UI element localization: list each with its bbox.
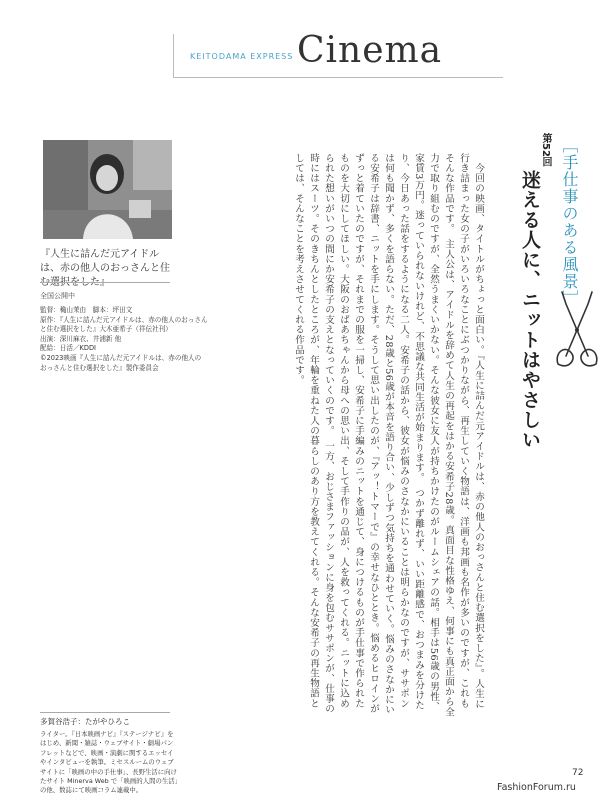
scissors-icon bbox=[552, 286, 602, 371]
credit-line: 原作：『人生に詰んだ元アイドルは、赤の他人のおっさん bbox=[40, 315, 208, 324]
credit-line: 監督：穐山茉由 脚本：坪田文 bbox=[40, 306, 133, 314]
photo-caption: 『人生に詰んだ元アイドルは、赤の他人のおっさんと住 bbox=[40, 249, 170, 274]
watermark: FashionForum.ru bbox=[497, 782, 576, 793]
series-kicker: KEITODAMA EXPRESS bbox=[190, 52, 294, 61]
author-divider bbox=[40, 712, 170, 713]
film-credits bbox=[40, 306, 208, 373]
section-title: Cinema bbox=[297, 30, 443, 71]
header-rule-horizontal bbox=[173, 77, 503, 78]
article-body: 今回の映画、タイトルがちょっと面白い。『人生に詰んだ元アイドルは、赤の他人のおっさんと住む選択をした』。人生に行き詰まった女の子がいろいろなことにぶつかりながら、再生していく物語は、洋画も邦画も名作が多いのですが、これもそんな作品です。 主人公は、アイドルを辞めて人生の再起をはかる安希子28歳。真面目な性格ゆえ、何事にも真正面から全力で取り組むのですが、全然うまくいかない。そんな彼女に友人が持ちかけたのがルームシェアの話。相手は56歳の男性、家賃3万円。迷っていられないけれど、不思議な共同生活が始まります。 つかず離れず、いい距離感で、おつまみを分けたり、今日あった話をするようになる二人。安希子の話から、彼女が悩みのさなかにいることは明らかなのですが、ササポンは何も聞かず、多くを語らない。ただ、28歳と56歳が本音を語り合い、少しずつ気持ちを通わせていく。悩みのさなかにいる安希子は辞書、ニットを手にします。そうして思い出したのが、『アッ！トマーで』の幸せなひととき。悩めるヒロインがずっと着ていたのですが、それまでの服を一掃し、安希子に手編みのニットを通じて、身につけるものが手仕事で作られたものを大切にしてほしい。大阪のおばあちゃんから母への思い出、そして手作りの品が、人を救ってくれる。ニットに込められた想いがいつの間にか安希子の支えとなっていくのです。 一方、おじさまファッションに身を包むササポンが、仕事の時にはスーツ。そのきちんとしたところが、年輪を重ねた人の暮らしのあり方を教えてくれる。そんな安希子の再生物語としては、そんなことを考えさせてくれる作品です。 bbox=[293, 153, 484, 717]
release-note: 全国公開中 bbox=[40, 292, 75, 300]
film-still-image bbox=[43, 140, 172, 239]
column-issue-number: 第52回 bbox=[540, 133, 551, 167]
page-number: 72 bbox=[572, 768, 584, 778]
credit-line: おっさんと住む選択をした』製作委員会 bbox=[40, 363, 159, 372]
caption-divider bbox=[40, 282, 170, 283]
credit-line: 出演：深川麻衣、井浦新 他 bbox=[40, 334, 122, 343]
credit-line: 配給：日活／KDDI bbox=[40, 344, 96, 353]
credit-line: と住む選択をした』大木亜希子（祥伝社刊） bbox=[40, 325, 172, 334]
author-bio: ライター。『日本映画ナビ』『ステージナビ』をはじめ、新聞・雑誌・ウェブサイト・劇場パンフレットなどで、映画・演劇に関するエッセイやインタビューを執筆。ミセスルームのウェブサイトに「映画の中の手仕事」、長野生活に向けたサイト Minerva Web で「映画的人間の生活」の他、数誌にて映画コラム連載中。 bbox=[40, 730, 178, 795]
column-series-tag: ［手仕事のある風景］ bbox=[560, 137, 579, 307]
author-name: 多賀谷浩子：たがやひろこ bbox=[40, 717, 130, 726]
header-rule-vertical bbox=[173, 34, 174, 78]
credit-line: ©2023映画『人生に詰んだ元アイドルは、赤の他人の bbox=[40, 353, 202, 362]
column-headline: 迷える人に、ニットはやさしい bbox=[519, 170, 541, 450]
